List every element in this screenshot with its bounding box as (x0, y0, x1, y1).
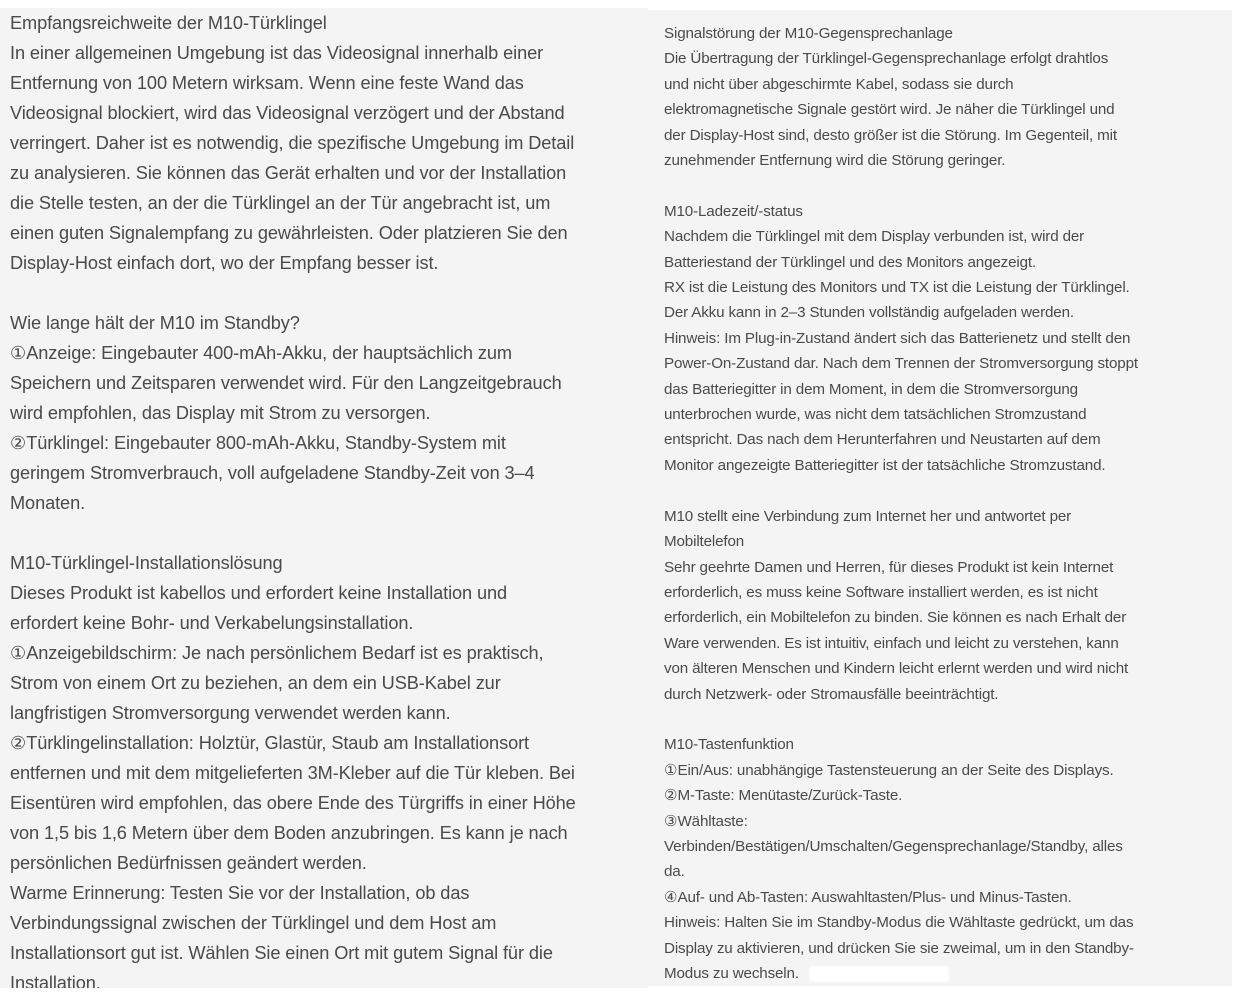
section-standby-duration (10, 308, 638, 518)
section-heading: Signalstörung der M10-Gegensprechanlage (664, 25, 953, 42)
text-line: Eisentüren wird empfohlen, das obere Ende des Türgriffs in einer Höhe (10, 793, 576, 813)
text-line: persönlichen Bedürfnissen geändert werden. (10, 853, 367, 873)
section-installation (10, 548, 638, 988)
text-line: RX ist die Leistung des Monitors und TX ist die Leistung der Türklingel. (664, 279, 1130, 297)
text-line: ①Ein/Aus: unabhängige Tastensteuerung an der Seite des Displays. (664, 761, 1114, 779)
section-button-functions (664, 732, 1222, 986)
text-line: Nachdem die Türklingel mit dem Display verbunden ist, wird der (664, 228, 1085, 246)
text-line: Strom von einem Ort zu beziehen, an dem ein USB-Kabel zur (10, 673, 501, 693)
text-line: Display zu aktivieren, und drücken Sie sie zweimal, um in den Standby- (664, 939, 1134, 957)
section-charging-status (664, 199, 1222, 478)
text-line: ①Anzeige: Eingebauter 400-mAh-Akku, der hauptsächlich zum (10, 343, 512, 363)
text-line: geringem Stromverbrauch, voll aufgeladene Standby-Zeit von 3–4 (10, 463, 535, 483)
text-line: die Stelle testen, an der die Türklingel an der Tür angebracht ist, um (10, 193, 551, 213)
text-line: Videosignal blockiert, wird das Videosignal verzögert und der Abstand (10, 103, 565, 123)
text-line: Sehr geehrte Damen und Herren, für dieses Produkt ist kein Internet (664, 558, 1114, 576)
section-heading: Wie lange hält der M10 im Standby? (10, 313, 300, 333)
text-line: Display-Host einfach dort, wo der Empfang besser ist. (10, 253, 439, 273)
section-heading-continued: Mobiltelefon (664, 533, 745, 551)
section-internet-connection (664, 504, 1222, 707)
text-line: elektromagnetische Signale gestört wird. Je näher die Türklingel und (664, 101, 1115, 119)
text-line: unterbrochen wurde, was nicht dem tatsächlichen Stromzustand (664, 406, 1087, 424)
text-line: Modus zu wechseln. (664, 964, 799, 982)
text-line: von 1,5 bis 1,6 Metern über dem Boden anzubringen. Es kann je nach (10, 823, 568, 843)
text-line: erforderlich, es muss keine Software installiert werden, es ist nicht (664, 583, 1098, 601)
text-line: ④Auf- und Ab-Tasten: Auswahltasten/Plus- und Minus-Tasten. (664, 888, 1072, 906)
text-line: ②M-Taste: Menütaste/Zurück-Taste. (664, 787, 903, 805)
text-line: ①Anzeigebildschirm: Je nach persönlichem Bedarf ist es praktisch, (10, 643, 544, 663)
left-text-column (0, 8, 648, 988)
text-line: ②Türklingel: Eingebauter 800-mAh-Akku, Standby-System mit (10, 433, 506, 453)
section-signal-interference (664, 21, 1222, 173)
text-line: Verbindungssignal zwischen der Türklingel und dem Host am (10, 913, 497, 933)
text-line: Batteriestand der Türklingel und des Monitors angezeigt. (664, 253, 1037, 271)
right-text-column (648, 10, 1232, 986)
text-line: Monitor angezeigte Batteriegitter ist der tatsächliche Stromzustand. (664, 456, 1106, 474)
text-line: der Display-Host sind, desto größer ist die Störung. Im Gegenteil, mit (664, 126, 1117, 144)
text-line: durch Netzwerk- oder Stromausfälle beeinträchtigt. (664, 685, 999, 703)
text-line: Speichern und Zeitsparen verwendet wird. Für den Langzeitgebrauch (10, 373, 562, 393)
text-line: das Batteriegitter in dem Moment, in dem die Stromversorgung (664, 380, 1078, 398)
text-line: Warme Erinnerung: Testen Sie vor der Installation, ob das (10, 883, 470, 903)
text-line: Installationsort gut ist. Wählen Sie einen Ort mit gutem Signal für die (10, 943, 553, 963)
section-heading: Empfangsreichweite der M10-Türklingel (10, 13, 327, 33)
text-line: Hinweis: Im Plug-in-Zustand ändert sich das Batterienetz und stellt den (664, 329, 1131, 347)
section-heading: M10 stellt eine Verbindung zum Internet her und antwortet per (664, 507, 1072, 525)
redaction-mark (809, 966, 949, 982)
text-line: zunehmender Entfernung wird die Störung geringer. (664, 152, 1006, 170)
text-line: verringert. Daher ist es notwendig, die spezifische Umgebung im Detail (10, 133, 575, 153)
text-line: erfordert keine Bohr- und Verkabelungsinstallation. (10, 613, 414, 633)
text-line: Installation. (10, 973, 101, 988)
text-line: einen guten Signalempfang zu gewährleisten. Oder platzieren Sie den (10, 223, 568, 243)
text-line: Der Akku kann in 2–3 Stunden vollständig aufgeladen werden. (664, 304, 1074, 322)
text-line: da. (664, 863, 685, 881)
text-line: Entfernung von 100 Metern wirksam. Wenn eine feste Wand das (10, 73, 524, 93)
text-line: zu analysieren. Sie können das Gerät erhalten und vor der Installation (10, 163, 567, 183)
section-heading: M10-Türklingel-Installationslösung (10, 553, 283, 573)
text-line: entspricht. Das nach dem Herunterfahren und Neustarten auf dem (664, 431, 1101, 449)
text-line: In einer allgemeinen Umgebung ist das Videosignal innerhalb einer (10, 43, 544, 63)
text-line: und nicht über abgeschirmte Kabel, sodass sie durch (664, 75, 1014, 93)
text-line: Hinweis: Halten Sie im Standby-Modus die Wähltaste gedrückt, um das (664, 914, 1134, 932)
text-line: Die Übertragung der Türklingel-Gegensprechanlage erfolgt drahtlos (664, 50, 1109, 68)
text-line: Verbinden/Bestätigen/Umschalten/Gegensprechanlage/Standby, alles (664, 837, 1123, 855)
last-line (664, 961, 1222, 986)
text-line: Monaten. (10, 493, 86, 513)
text-line: Ware verwenden. Es ist intuitiv, einfach und leicht zu verstehen, kann (664, 634, 1119, 652)
text-line: von älteren Menschen und Kindern leicht erlernt werden und wird nicht (664, 660, 1129, 678)
text-line: erforderlich, ein Mobiltelefon zu binden. Sie können es nach Erhalt der (664, 609, 1127, 627)
section-reception-range (10, 8, 638, 278)
section-heading: M10-Tastenfunktion (664, 736, 794, 754)
text-line: wird empfohlen, das Display mit Strom zu versorgen. (10, 403, 431, 423)
section-heading: M10-Ladezeit/-status (664, 202, 803, 220)
text-line: langfristigen Stromversorgung verwendet werden kann. (10, 703, 451, 723)
text-line: Power-On-Zustand dar. Nach dem Trennen der Stromversorgung stoppt (664, 355, 1138, 373)
text-line: ③Wähltaste: (664, 812, 748, 830)
text-line: ②Türklingelinstallation: Holztür, Glastür, Staub am Installationsort (10, 733, 529, 753)
text-line: entfernen und mit dem mitgelieferten 3M-Kleber auf die Tür kleben. Bei (10, 763, 575, 783)
text-line: Dieses Produkt ist kabellos und erfordert keine Installation und (10, 583, 508, 603)
